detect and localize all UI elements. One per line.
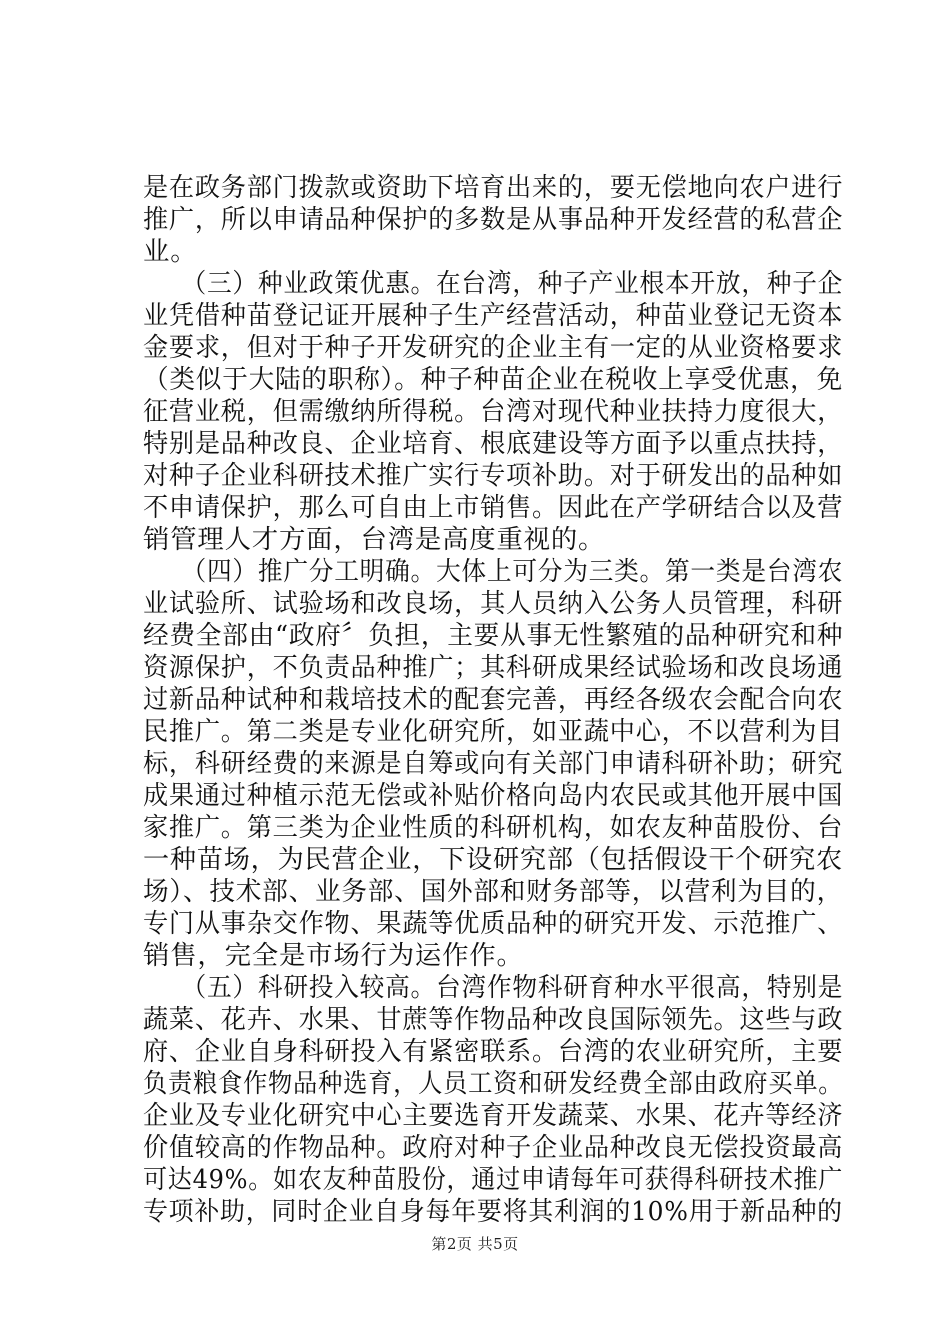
text-line: 专门从事杂交作物、果蔬等优质品种的研究开发、示范推广、 (143, 908, 844, 939)
text-line: 业。 (143, 236, 198, 267)
text-line: 推广，所以申请品种保护的多数是从事品种开发经营的私营企 (143, 204, 844, 235)
text-line: 过新品种试种和栽培技术的配套完善，再经各级农会配合向农 (143, 684, 844, 715)
text-line: 府、企业自身科研投入有紧密联系。台湾的农业研究所，主要 (143, 1036, 844, 1067)
text-line: 业凭借种苗登记证开展种子生产经营活动，种苗业登记无资本 (143, 300, 844, 331)
text-line: 对种子企业科研技术推广实行专项补助。对于研发出的品种如 (143, 460, 844, 491)
text-line: 经费全部由“政府〞负担，主要从事无性繁殖的品种研究和种 (143, 620, 844, 651)
text-line: 特别是品种改良、企业培育、根底建设等方面予以重点扶持， (143, 428, 844, 459)
text-line: 标，科研经费的来源是自筹或向有关部门申请科研补助；研究 (143, 748, 844, 779)
text-line: 企业及专业化研究中心主要选育开发蔬菜、水果、花卉等经济 (143, 1100, 844, 1131)
text-line: 销售，完全是市场行为运作作。 (143, 940, 524, 971)
text-line: （四）推广分工明确。大体上可分为三类。第一类是台湾农 (143, 556, 844, 587)
text-line: 场）、技术部、业务部、国外部和财务部等，以营利为目的， (143, 876, 843, 907)
text-line: 业试验所、试验场和改良场，其人员纳入公务人员管理，科研 (143, 588, 844, 619)
text-line: 专项补助，同时企业自身每年要将其利润的10%用于新品种的 (143, 1196, 843, 1227)
text-line: （五）科研投入较高。台湾作物科研育种水平很高，特别是 (143, 972, 844, 1003)
text-line: 价值较高的作物品种。政府对种子企业品种改良无偿投资最高 (143, 1132, 844, 1163)
text-line: 家推广。第三类为企业性质的科研机构，如农友种苗股份、台 (143, 812, 844, 843)
text-line: 资源保护，不负责品种推广；其科研成果经试验场和改良场通 (143, 652, 844, 683)
text-line: （三）种业政策优惠。在台湾，种子产业根本开放，种子企 (143, 268, 844, 299)
text-line: （类似于大陆的职称）。种子种苗企业在税收上享受优惠，免 (143, 364, 843, 395)
text-line: 民推广。第二类是专业化研究所，如亚蔬中心，不以营利为目 (143, 716, 844, 747)
text-line: 负责粮食作物品种选育，人员工资和研发经费全部由政府买单。 (143, 1068, 844, 1099)
text-line: 是在政务部门拨款或资助下培育出来的，要无偿地向农户进行 (143, 172, 844, 203)
text-line: 蔬菜、花卉、水果、甘蔗等作物品种改良国际领先。这些与政 (143, 1004, 844, 1035)
text-line: 征营业税，但需缴纳所得税。台湾对现代种业扶持力度很大， (143, 396, 844, 427)
page-number-footer: 第2页 共5页 (431, 1235, 519, 1253)
text-line: 可达49%。如农友种苗股份，通过申请每年可获得科研技术推广 (143, 1164, 844, 1195)
text-line: 不申请保护，那么可自由上市销售。因此在产学研结合以及营 (143, 492, 844, 523)
text-line: 成果通过种植示范无偿或补贴价格向岛内农民或其他开展中国 (143, 780, 844, 811)
text-line: 一种苗场，为民营企业，下设研究部（包括假设干个研究农 (143, 844, 843, 875)
text-line: 金要求，但对于种子开发研究的企业主有一定的从业资格要求 (143, 332, 844, 363)
text-line: 销管理人才方面，台湾是高度重视的。 (143, 524, 606, 555)
